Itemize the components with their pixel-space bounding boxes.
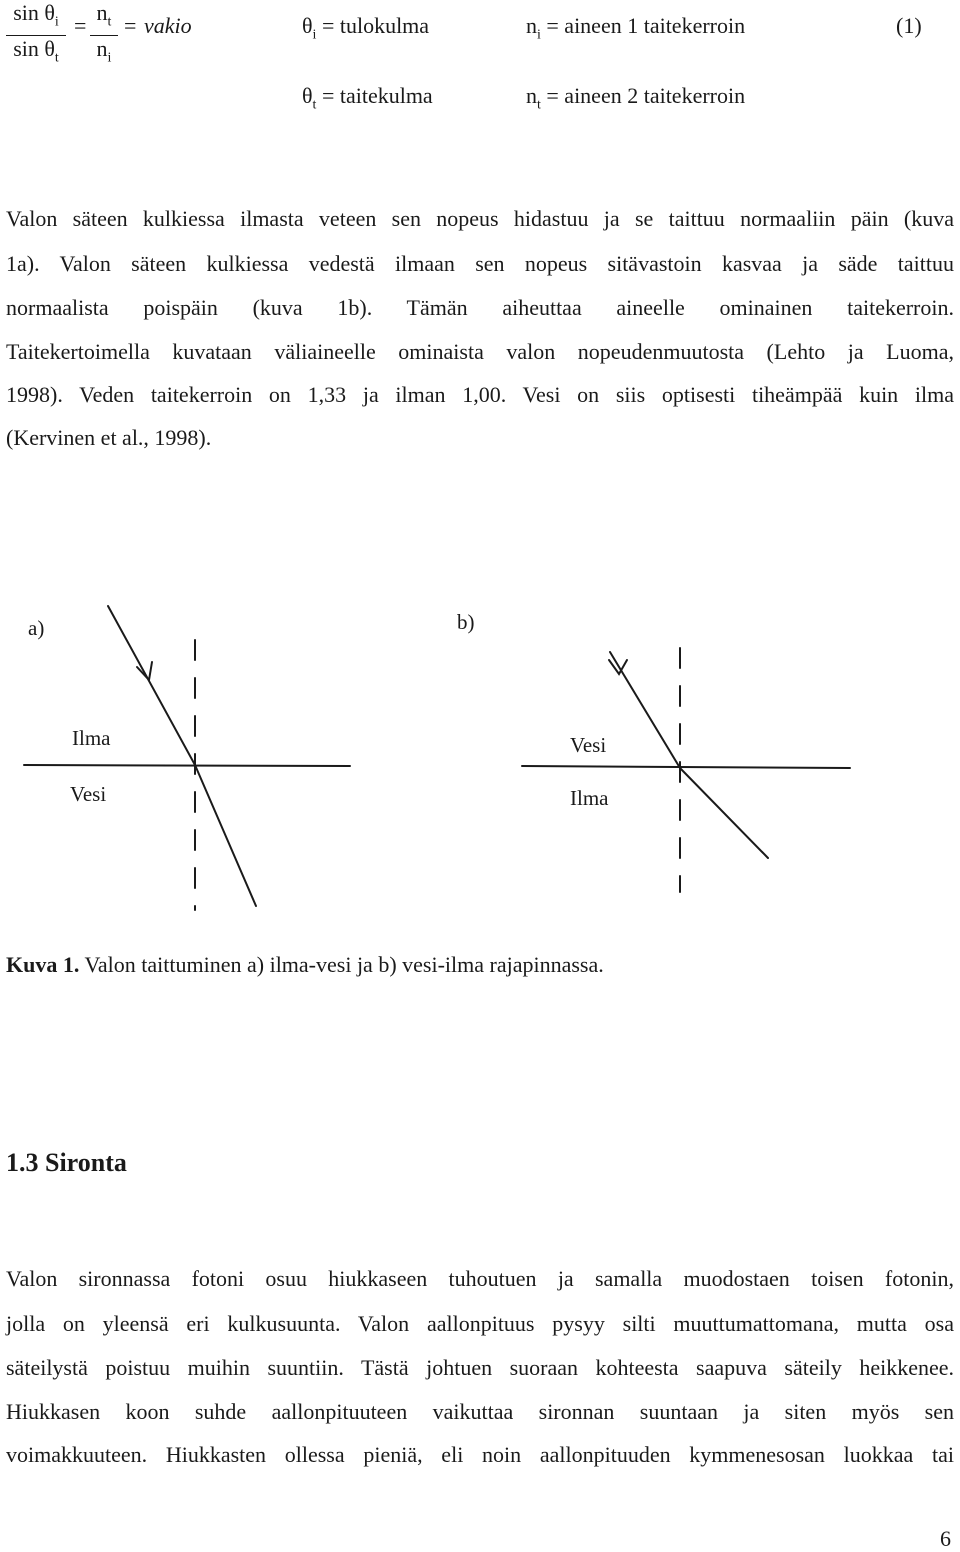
figure-caption	[6, 952, 604, 978]
paragraph-line: säteilystä poistuu muihin suuntiin. Tästä johtuen suoraan kohteesta saapuva säteily heikkenee.	[6, 1355, 954, 1380]
panel-a-surface-line	[24, 765, 350, 766]
paragraph-line: Valon sironnassa fotoni osuu hiukkaseen tuhoutuen ja samalla muodostaen toisen fotonin,	[6, 1266, 954, 1291]
definition-incidence-angle: $\theta_i$ = tulokulma	[302, 13, 430, 43]
section-heading: 1.3 Sironta	[6, 1148, 127, 1177]
equation-rhs-numerator: $n_t$	[96, 0, 112, 30]
panel-b-upper-medium-label: Vesi	[570, 733, 607, 757]
panel-a-refracted-ray	[195, 765, 256, 906]
paragraph-line: 1998). Veden taitekerroin on 1,33 ja ilman 1,00. Vesi on siis optisesti tiheämpää kuin ilma	[6, 382, 954, 407]
paragraph-line: Hiukkasen koon suhde aallonpituuteen vaikuttaa sironnan suuntaan ja siten myös sen	[6, 1399, 954, 1424]
paragraph-line: jolla on yleensä eri kulkusuunta. Valon aallonpituus pysyy silti muuttumattomana, mutta osa	[6, 1311, 954, 1336]
panel-b-lower-medium-label: Ilma	[570, 786, 609, 810]
paragraph-line: 1a). Valon säteen kulkiessa vedestä ilmaan sen nopeus sitävastoin kasvaa ja säde taittuu	[6, 251, 954, 276]
paragraph-line: Taitekertoimella kuvataan väliaineelle ominaista valon nopeudenmuutosta (Lehto ja Luoma,	[6, 339, 954, 364]
paragraph-line: voimakkuuteen. Hiukkasten ollessa pieniä, eli noin aallonpituuden kymmenesosan luokkaa tai	[6, 1442, 954, 1467]
panel-b-surface-line	[522, 766, 850, 768]
caption-label: Kuva 1.	[6, 952, 80, 977]
panel-a-incident-ray	[108, 606, 195, 765]
equation-rhs-denominator: $n_i$	[96, 36, 112, 66]
definition-refractive-index-1: $n_i$ = aineen 1 taitekerroin	[526, 13, 746, 43]
panel-a-label: a)	[28, 616, 45, 640]
definition-refractive-index-2: $n_t$ = aineen 2 taitekerroin	[526, 83, 746, 113]
page-number: 6	[940, 1526, 951, 1551]
paragraph-line: Valon säteen kulkiessa ilmasta veteen sen nopeus hidastuu ja se taittuu normaaliin päin (kuva	[6, 206, 954, 231]
definition-refraction-angle: $\theta_t$ = taitekulma	[302, 83, 433, 113]
panel-b-label: b)	[457, 610, 475, 634]
panel-a-lower-medium-label: Vesi	[70, 782, 107, 806]
equation-equals-2: =	[124, 13, 137, 38]
caption-text: Valon taittuminen a) ilma-vesi ja b) vesi-ilma rajapinnassa.	[79, 952, 604, 977]
equation-constant: vakio	[144, 13, 192, 38]
equation-lhs-numerator: $\sin \theta_i$	[13, 0, 59, 30]
paragraph-line: normaalista poispäin (kuva 1b). Tämän aiheuttaa aineelle ominainen taitekerroin.	[6, 295, 954, 320]
equation-number: (1)	[896, 13, 922, 38]
equation-equals-1: =	[74, 13, 87, 38]
paragraph-line: (Kervinen et al., 1998).	[6, 425, 212, 450]
panel-a-upper-medium-label: Ilma	[72, 726, 111, 750]
panel-b-refracted-ray	[680, 768, 768, 858]
equation-lhs-denominator: $\sin \theta_t$	[13, 36, 59, 66]
